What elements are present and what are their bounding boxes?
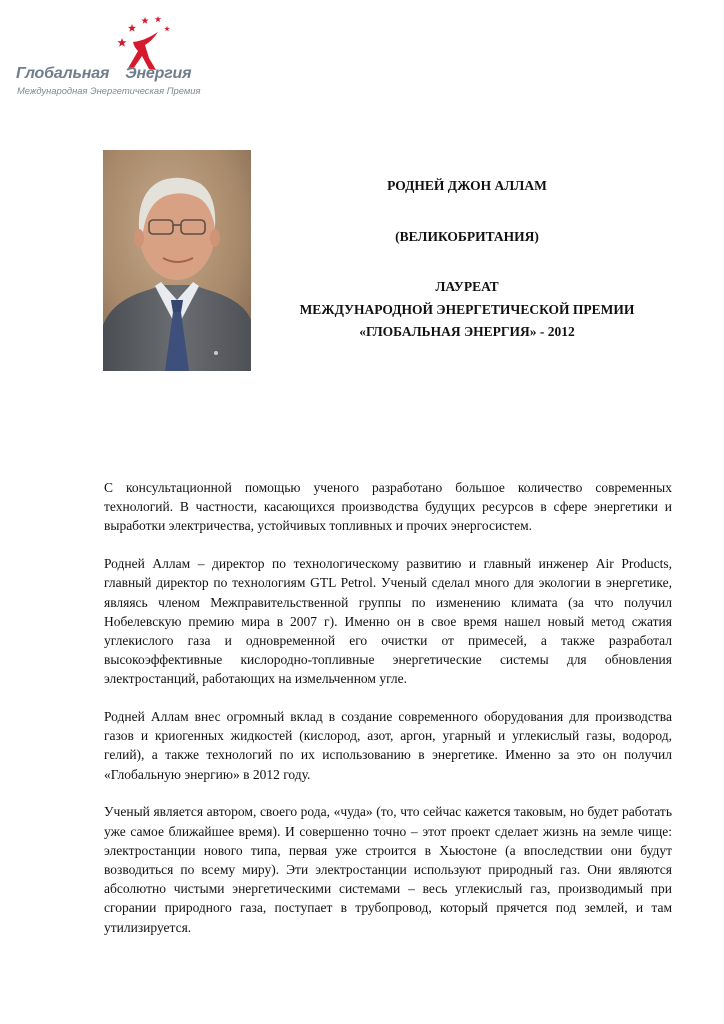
- biography-paragraph: Родней Аллам внес огромный вклад в создание современного оборудования для производства газов и криогенных жидкостей (кислород, азот, аргон, угарный и углекислый газы, водород, гелий), а также технологий по их использованию в энергетике. Именно за это он получил «Глобальную энергию» в 2012 году.: [104, 709, 672, 782]
- logo-star-figure-icon: [112, 14, 172, 72]
- laureate-title: [270, 276, 664, 344]
- biography-paragraph: Ученый является автором, своего рода, «чуда» (то, что сейчас кажется таковым, но будет работать уже самое ближайшее время). И совершенно точно – этот проект сделает жизнь на земле чище: электростанции нового типа, первая уже строится в Хьюстоне (а впоследствии они будут возводиться по всему миру). Эти электростанции используют природный газ. Они являются абсолютно чистыми энергетическими системами – весь углекислый газ, производимый при сгорании природного газа, поступает в трубопровод, который прячется под землей, и там утилизируется.: [104, 804, 672, 935]
- laureate-portrait-photo: [103, 150, 251, 371]
- biography-text: [104, 478, 672, 955]
- laureate-country: (ВЕЛИКОБРИТАНИЯ): [395, 229, 539, 244]
- logo-subtitle: Международная Энергетическая Премия: [17, 85, 201, 96]
- logo: [16, 14, 216, 94]
- laureate-title-line: «ГЛОБАЛЬНАЯ ЭНЕРГИЯ» - 2012: [359, 324, 575, 339]
- biography-paragraph: Родней Аллам – директор по технологическому развитию и главный инженер Air Products, главный директор по технологиям GTL Petrol. Ученый сделал много для экологии в энергетике, являясь членом Межправительственной группы по изменению климата (за что получил Нобелевскую премию мира в 2007 г). Именно он в свое время нашел новый метод сжатия углекислого газа и одновременной его очистки от примесей, а также разработал высокоэффективные кислородно-топливные энергетические системы для обновления электростанций, работающих на измельченном угле.: [104, 556, 672, 687]
- biography-paragraph: С консультационной помощью ученого разработано большое количество современных технологий. В частности, касающихся производства будущих ресурсов в сфере энергетики и выработки электричества, устойчивых топливных и прочих энергосистем.: [104, 480, 672, 534]
- portrait-image: [103, 150, 251, 371]
- laureate-title-line: ЛАУРЕАТ: [435, 279, 499, 294]
- logo-title: Глобальная Энергия: [16, 65, 192, 82]
- laureate-title-line: МЕЖДУНАРОДНОЙ ЭНЕРГЕТИЧЕСКОЙ ПРЕМИИ: [299, 301, 635, 317]
- laureate-name: РОДНЕЙ ДЖОН АЛЛАМ: [387, 178, 547, 193]
